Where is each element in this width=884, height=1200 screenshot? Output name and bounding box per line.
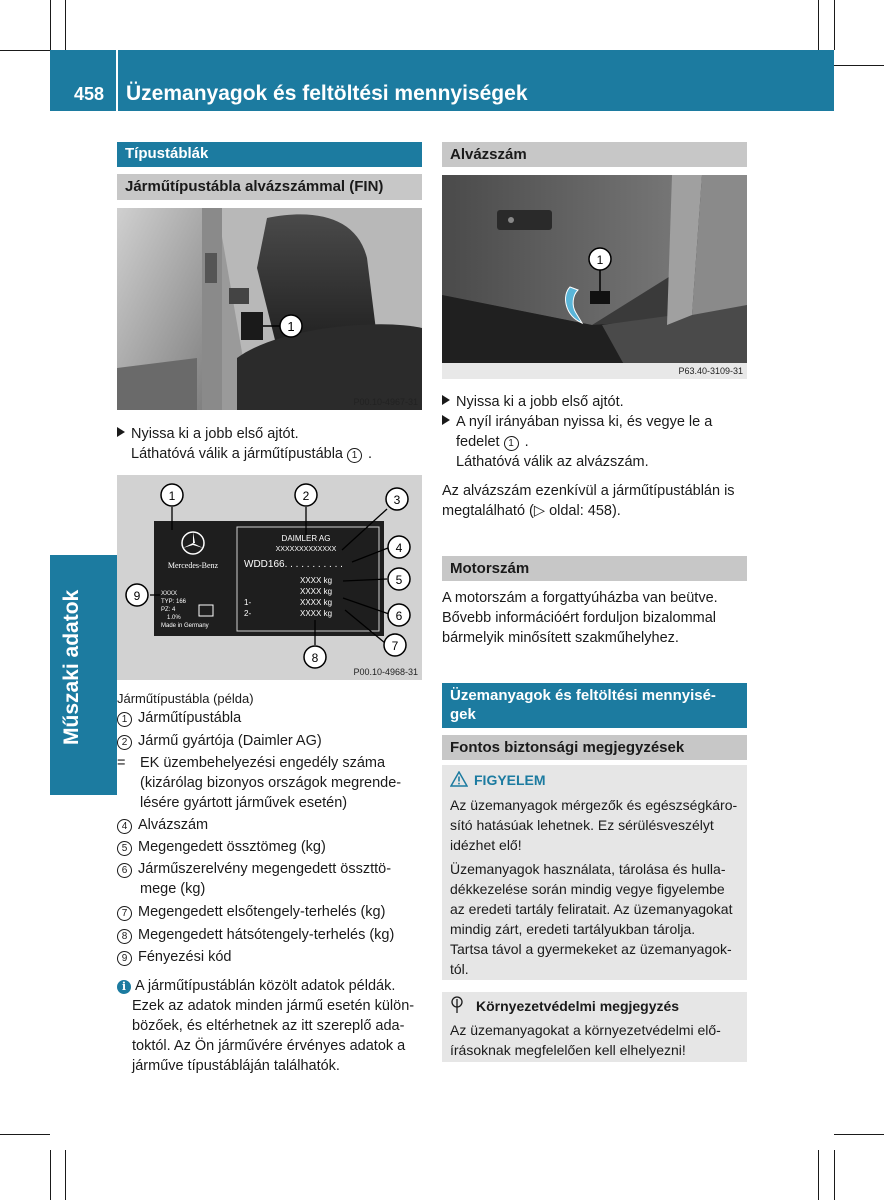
plate-callout: 5 bbox=[395, 573, 403, 587]
arrow-bullet-icon bbox=[442, 395, 450, 405]
legend-item: 4 Alvázszám bbox=[117, 815, 208, 835]
engine-title: Motorszám bbox=[442, 556, 747, 581]
legend-item: 1 Járműtípustábla bbox=[117, 708, 241, 728]
plate-kg1: XXXX kg bbox=[300, 576, 333, 585]
step-open-door: Nyissa ki a jobb első ajtót. Láthatóvá válik a járműtípustábla 1 . bbox=[117, 424, 427, 464]
legend-item: 7 Megengedett elsőtengely-terhelés (kg) bbox=[117, 902, 385, 922]
legend-item: 5 Megengedett össztömeg (kg) bbox=[117, 837, 326, 857]
callout-ref: 1 bbox=[504, 436, 519, 451]
plate-made-in: Made in Germany bbox=[161, 623, 209, 629]
crop-mark bbox=[50, 1150, 51, 1200]
warning-box bbox=[442, 765, 747, 980]
warning-text-1: Az üzemanyagok mérgezők és egészségkáro- sító hatásúak lehetnek. Ez sérülésveszélyt idézhet elő! bbox=[450, 797, 738, 853]
page-title: Üzemanyagok és feltöltési mennyiségek bbox=[126, 82, 528, 105]
plate-callout: 2 bbox=[302, 489, 310, 503]
crop-mark bbox=[834, 1150, 835, 1200]
legend-item: = EK üzembehelyezési engedély száma (kizárólag bizonyos országok megrende- lésére gyártott járművek esetén) bbox=[117, 755, 402, 811]
plate-caption: Járműtípustábla (példa) bbox=[117, 691, 254, 706]
plate-pct: 1.0% bbox=[167, 615, 181, 621]
glovebox-illustration bbox=[442, 175, 747, 379]
crop-mark bbox=[0, 1134, 50, 1135]
leaf-icon bbox=[450, 996, 464, 1014]
legend-item: 8 Megengedett hátsótengely-terhelés (kg) bbox=[117, 925, 394, 945]
plate-callout: 8 bbox=[311, 651, 319, 665]
crop-mark bbox=[834, 0, 835, 50]
chassis-steps: Nyissa ki a jobb első ajtót. A nyíl irányában nyissa ki, és vegye le a fedelet 1 . Láthatóvá válik az alvázszám. bbox=[442, 392, 752, 472]
subsection-title: Járműtípustábla alvázszámmal (FIN) bbox=[117, 174, 422, 200]
crop-mark bbox=[818, 0, 819, 50]
legend-item: 9 Fényezési kód bbox=[117, 947, 232, 967]
crop-mark bbox=[65, 1150, 66, 1200]
plate-kg4: XXXX kg bbox=[300, 609, 333, 618]
crop-mark bbox=[818, 1150, 819, 1200]
env-header: Környezetvédelmi megjegyzés bbox=[450, 996, 679, 1014]
callout-ref: 1 bbox=[347, 448, 362, 463]
crop-mark bbox=[834, 1134, 884, 1135]
header-separator bbox=[116, 50, 118, 111]
plate-callout: 3 bbox=[393, 493, 401, 507]
plate-maker-code: XXXXXXXXXXXXX bbox=[275, 546, 337, 553]
plate-callout: 1 bbox=[168, 489, 176, 503]
plate-brand: Mercedes-Benz bbox=[167, 561, 219, 570]
environment-note-box bbox=[442, 992, 747, 1062]
warning-triangle-icon bbox=[450, 771, 468, 787]
door-pillar-photo bbox=[117, 208, 422, 410]
side-tab-label: Műszaki adatok bbox=[60, 589, 83, 745]
plate-xxxx: XXXX bbox=[161, 591, 178, 597]
plate-row1: 1- bbox=[244, 598, 252, 607]
type-plate-illustration bbox=[117, 475, 422, 680]
legend-item: 6 Járműszerelvény megengedett összttö- mege (kg) bbox=[117, 859, 391, 899]
warning-header: FIGYELEM bbox=[450, 771, 546, 788]
plate-callout: 6 bbox=[395, 609, 403, 623]
arrow-bullet-icon bbox=[117, 427, 125, 437]
photo-code: P63.40-3109-31 bbox=[678, 366, 743, 376]
engine-text: A motorszám a forgattyúházba van beütve. Bővebb információért forduljon bizalommal bármelyik minősített szakműhelyhez. bbox=[442, 590, 718, 646]
env-text: Az üzemanyagokat a környezetvédelmi elő- írásoknak megfelelően kell elhelyezni! bbox=[450, 1022, 721, 1058]
fuel-section-title: Üzemanyagok és feltöltési mennyisé- gek bbox=[442, 683, 747, 728]
section-title: Típustáblák bbox=[117, 142, 422, 167]
type-plate-svg bbox=[117, 475, 422, 680]
plate-kg3: XXXX kg bbox=[300, 598, 333, 607]
plate-code: P00.10-4968-31 bbox=[353, 667, 418, 677]
warning-text-2: Üzemanyagok használata, tárolása és hulla- dékkezelése során mindig vegye figyelembe az eredeti tartály feliratait. Az üzemanyagokat mindig zárt, eredeti tartályukban tárolja. Tartsa távol a gyermekeket az üzemanyagok- tól. bbox=[450, 861, 733, 977]
crop-mark bbox=[834, 65, 884, 66]
photo1-callout: 1 bbox=[287, 319, 295, 334]
plate-callout: 4 bbox=[395, 541, 403, 555]
plate-callout: 7 bbox=[391, 639, 399, 653]
plate-maker: DAIMLER AG bbox=[281, 534, 331, 543]
info-icon: i bbox=[117, 980, 131, 994]
plate-typ: TYP: 166 bbox=[161, 599, 187, 605]
plate-vin: WDD166. . . . . . . . . . . bbox=[244, 559, 343, 570]
info-note: i A járműtípustáblán közölt adatok példák. Ezek az adatok minden jármű esetén külön- bözőek, és eltérhetnek az itt szereplő ada- toktól. Az Ön járművére érvényes adatok a járműve típustábláján találhatók. bbox=[117, 976, 427, 1076]
page-number: 458 bbox=[74, 84, 105, 104]
crop-mark bbox=[65, 0, 66, 50]
photo2-callout: 1 bbox=[596, 253, 604, 267]
safety-title: Fontos biztonsági megjegyzések bbox=[442, 735, 747, 760]
photo-code: P00.10-4967-31 bbox=[353, 397, 418, 407]
plate-callout: 9 bbox=[133, 589, 141, 603]
chassis-note: Az alvázszám ezenkívül a járműtípustáblán is megtalálható (▷ oldal: 458). bbox=[442, 483, 735, 519]
plate-kg2: XXXX kg bbox=[300, 587, 333, 596]
plate-pz: PZ: 4 bbox=[161, 607, 176, 613]
legend-item: 2 Jármű gyártója (Daimler AG) bbox=[117, 731, 322, 751]
arrow-bullet-icon bbox=[442, 415, 450, 425]
door-pillar-illustration bbox=[117, 208, 422, 410]
chassis-title: Alvázszám bbox=[442, 142, 747, 167]
glovebox-photo bbox=[442, 175, 747, 379]
crop-mark bbox=[0, 50, 50, 51]
plate-row2: 2- bbox=[244, 609, 252, 618]
